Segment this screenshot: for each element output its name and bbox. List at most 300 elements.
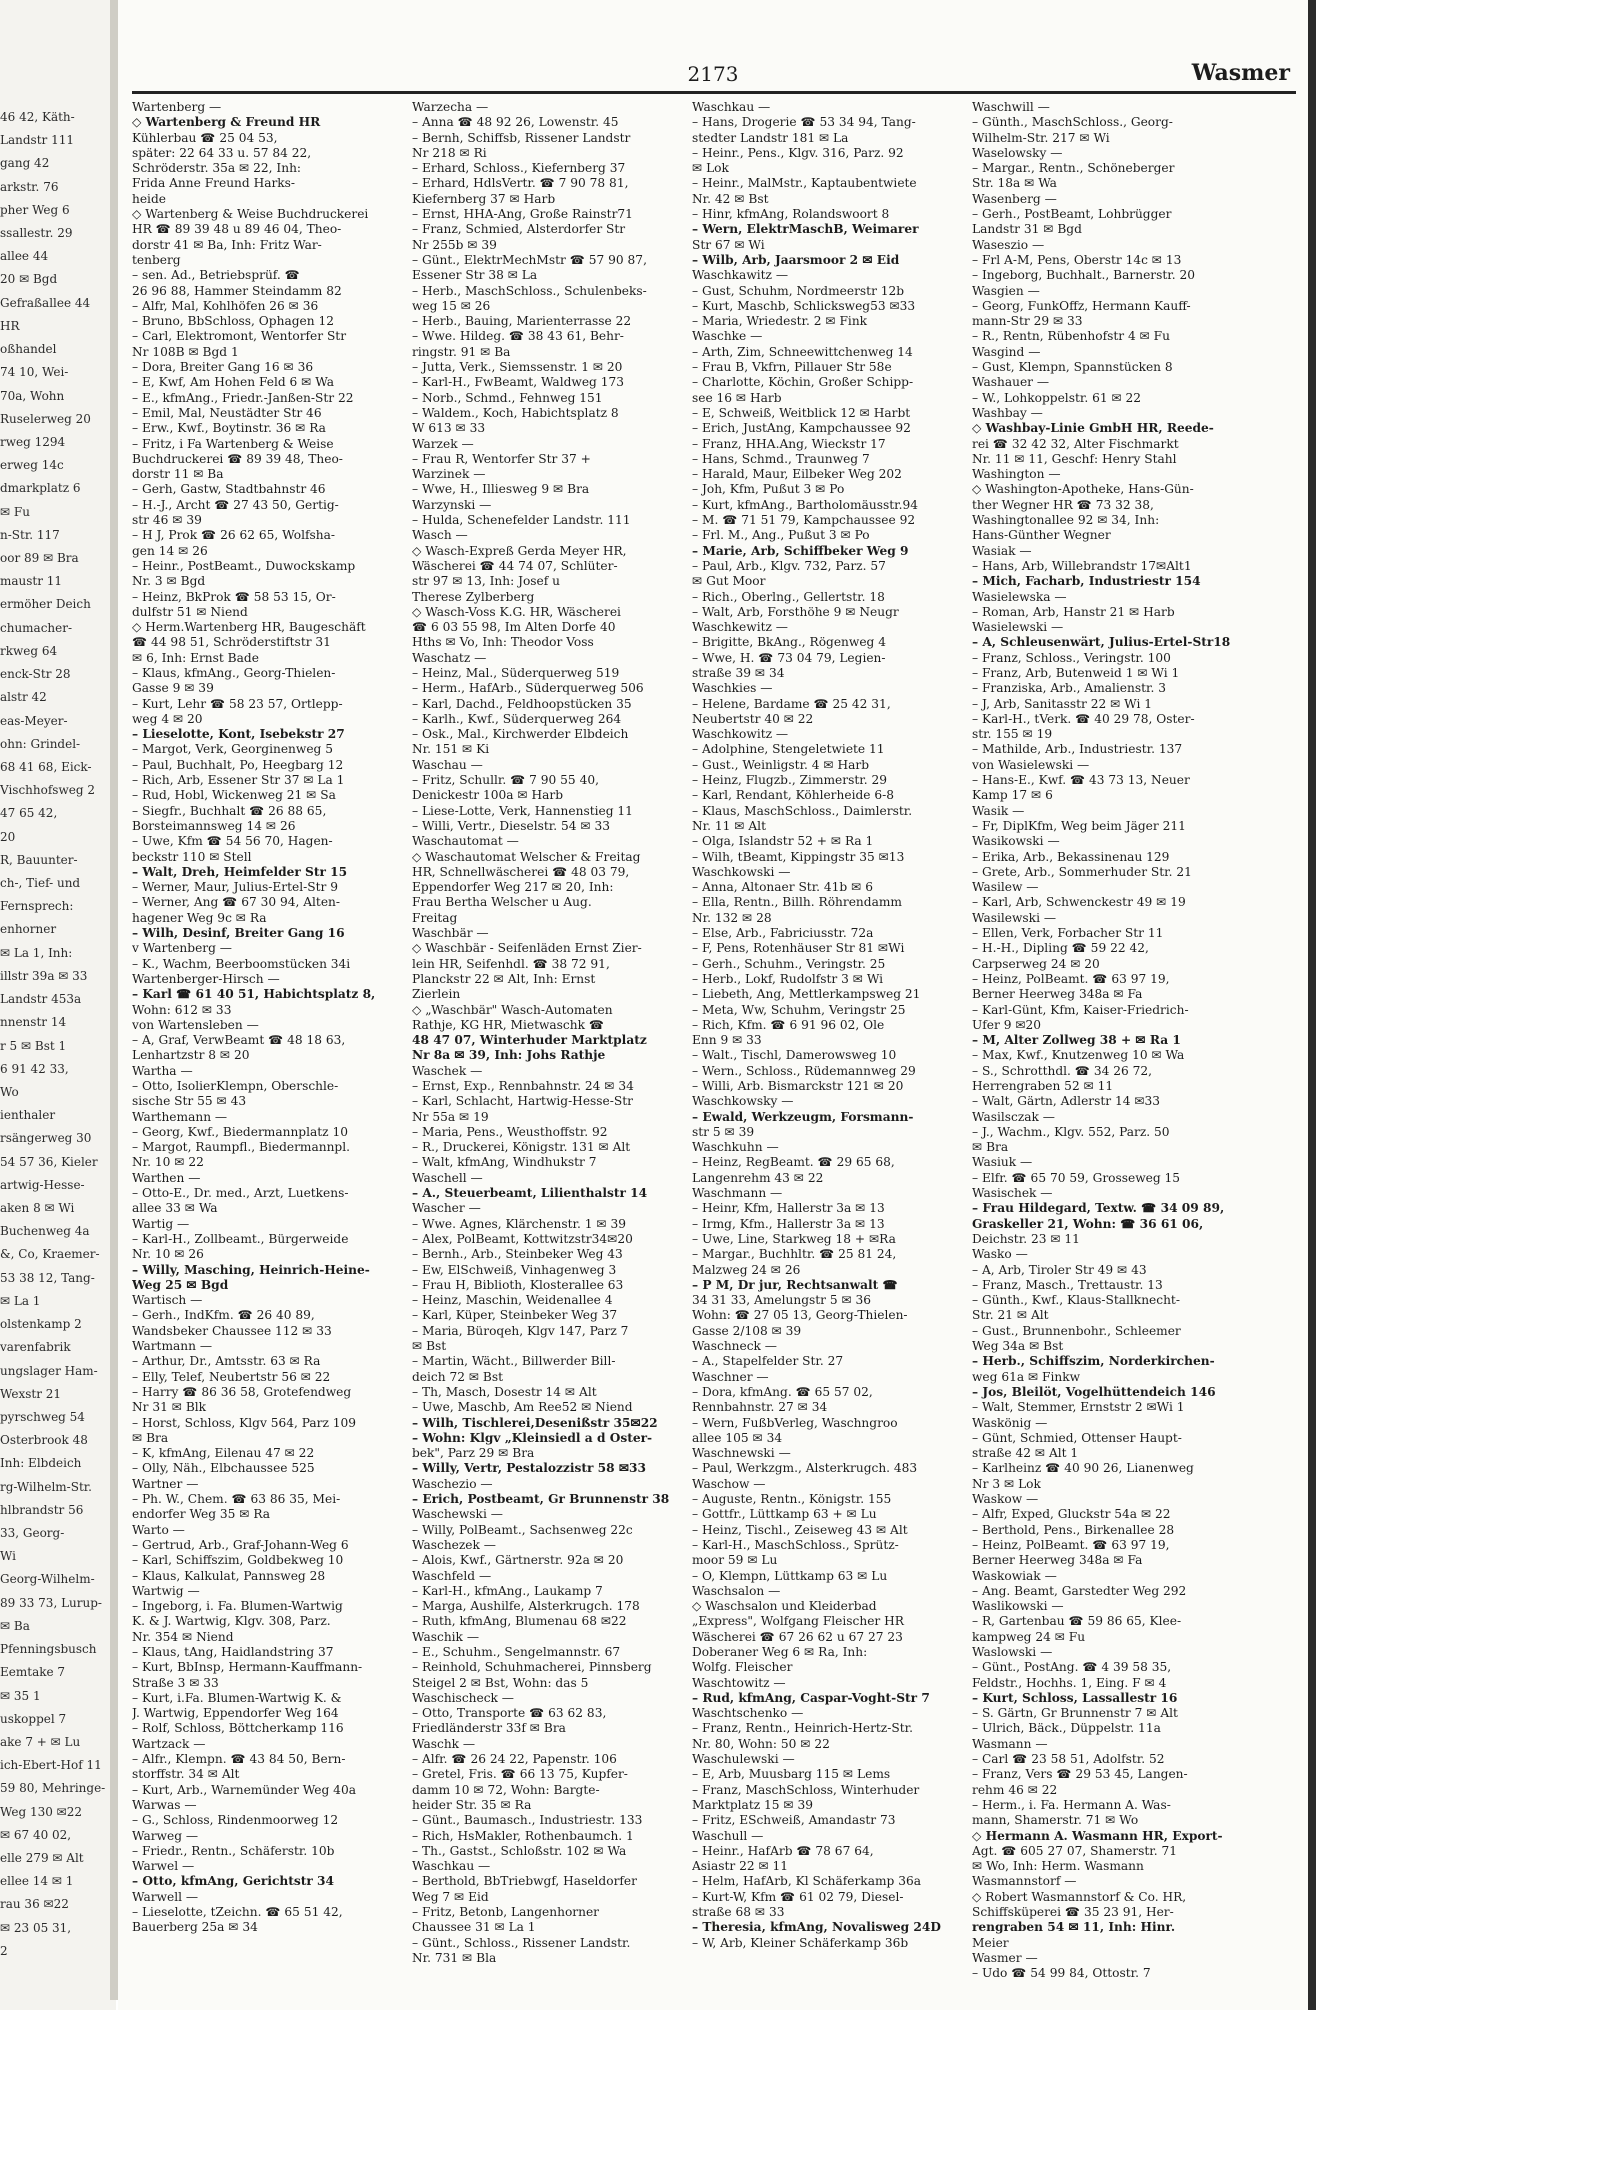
- directory-entry-line: Waschkowitz —: [692, 727, 789, 742]
- directory-entry-line: – E., Schuhm., Sengelmannstr. 67: [412, 1644, 621, 1659]
- directory-entry-line: – Reinhold, Schuhmacherei, Pinnsberg: [412, 1660, 652, 1675]
- directory-entry-line: – Bruno, BbSchloss, Ophagen 12: [132, 314, 334, 329]
- directory-entry-line: – M, Alter Zollweg 38 + ✉ Ra 1: [972, 1033, 1181, 1048]
- directory-entry-line: – Alex, PolBeamt, Kottwitzstr34✉20: [412, 1231, 633, 1246]
- directory-entry-line: Wohn: 612 ✉ 33: [132, 1002, 232, 1017]
- directory-entry-line: Waschbär —: [412, 926, 489, 941]
- directory-entry-line: mann, Shamerstr. 71 ✉ Wo: [972, 1813, 1139, 1828]
- directory-entry-line: dulfstr 51 ✉ Niend: [132, 604, 248, 619]
- directory-entry-line: – Franz, Rentn., Heinrich-Hertz-Str.: [692, 1721, 913, 1736]
- directory-entry-line: Wasko —: [972, 1247, 1028, 1262]
- directory-entry-line: – Walt, Dreh, Heimfelder Str 15: [132, 864, 348, 879]
- directory-entry-line: – Adolphine, Stengeletwiete 11: [692, 742, 885, 757]
- facing-page-fragment: enck-Str 28: [0, 667, 71, 682]
- directory-entry-line: – Berthold, Pens., Birkenallee 28: [972, 1522, 1175, 1537]
- directory-entry-line: Nr. 11 ✉ Alt: [692, 818, 766, 833]
- directory-entry-line: – Frau Hildegard, Textw. ☎ 34 09 89,: [972, 1201, 1225, 1216]
- directory-entry-line: – Walt, Arb, Forsthöhe 9 ✉ Neugr: [692, 604, 899, 619]
- directory-entry-line: – Herb., Schiffszim, Norderkirchen-: [972, 1354, 1215, 1369]
- directory-entry-line: Waschell —: [412, 1170, 483, 1185]
- directory-entry-line: ◇ „Waschbär" Wasch-Automaten: [412, 1002, 613, 1017]
- directory-entry-line: weg 61a ✉ Finkw: [972, 1369, 1081, 1384]
- directory-entry-line: – Bernh., Arb., Steinbeker Weg 43: [412, 1247, 623, 1262]
- facing-page-fragment: ✉ 23 05 31,: [0, 1920, 72, 1935]
- directory-entry-line: – Wwe, H. ☎ 73 04 79, Legien-: [692, 650, 886, 665]
- directory-entry-line: J. Wartwig, Eppendorfer Weg 164: [132, 1706, 339, 1721]
- directory-entry-line: Warthemann —: [132, 1109, 228, 1124]
- directory-entry-line: Nr. 80, Wohn: 50 ✉ 22: [692, 1736, 830, 1751]
- directory-entry-line: beckstr 110 ✉ Stell: [132, 849, 252, 864]
- directory-entry-line: Wasch —: [412, 528, 468, 543]
- directory-entry-line: Warwas —: [132, 1797, 197, 1812]
- directory-entry-line: – Rud, kfmAng, Caspar-Voght-Str 7: [692, 1690, 930, 1705]
- directory-entry-line: – Gerh, Gastw, Stadtbahnstr 46: [132, 482, 326, 497]
- directory-entry-line: Steigel 2 ✉ Bst, Wohn: das 5: [412, 1675, 589, 1690]
- directory-entry-line: – Rich, Arb, Essener Str 37 ✉ La 1: [132, 773, 345, 788]
- facing-page-fragment: 74 10, Wei-: [0, 365, 69, 380]
- header-rule: [132, 91, 1296, 94]
- directory-entry-line: Wasik —: [972, 803, 1025, 818]
- directory-entry-line: ◇ Wartenberg & Weise Buchdruckerei: [132, 207, 369, 222]
- directory-entry-line: – Carl ☎ 23 58 51, Adolfstr. 52: [972, 1752, 1165, 1767]
- directory-entry-line: Bauerberg 25a ✉ 34: [132, 1920, 258, 1935]
- directory-entry-line: – H.-H., Dipling ☎ 59 22 42,: [972, 941, 1149, 956]
- directory-column-3: [692, 100, 966, 1995]
- directory-entry-line: – Lieselotte, tZeichn. ☎ 65 51 42,: [132, 1905, 343, 1920]
- directory-entry-line: – Karl, Rendant, Köhlerheide 6-8: [692, 788, 894, 803]
- facing-page-fragment: ssallestr. 29: [0, 226, 73, 241]
- directory-entry-line: – Rolf, Schloss, Böttcherkamp 116: [132, 1721, 344, 1736]
- directory-entry-line: – H.-J., Archt ☎ 27 43 50, Gertig-: [132, 497, 339, 512]
- directory-entry-line: Nr 218 ✉ Ri: [412, 145, 487, 160]
- facing-page-fragment: Wexstr 21: [0, 1386, 62, 1401]
- directory-entry-line: – Kurt, Arb., Warnemünder Weg 40a: [132, 1782, 356, 1797]
- directory-entry-line: – Wern., Schloss., Rüdemannweg 29: [692, 1063, 916, 1078]
- directory-entry-line: – Wilh, Desinf, Breiter Gang 16: [132, 926, 345, 941]
- directory-entry-line: – Franz, Arb, Butenweid 1 ✉ Wi 1: [972, 665, 1180, 680]
- directory-entry-line: Waschner —: [692, 1369, 769, 1384]
- directory-entry-line: Wohn: ☎ 27 05 13, Georg-Thielen-: [692, 1308, 908, 1323]
- directory-entry-line: Wolfg. Fleischer: [692, 1660, 793, 1675]
- directory-entry-line: Borsteimannsweg 14 ✉ 26: [132, 818, 296, 833]
- directory-entry-line: ✉ Wo, Inh: Herm. Wasmann: [972, 1859, 1144, 1874]
- directory-entry-line: see 16 ✉ Harb: [692, 390, 782, 405]
- facing-page-fragment: ienthaler: [0, 1108, 56, 1123]
- directory-entry-line: – F, Pens, Rotenhäuser Str 81 ✉Wi: [692, 941, 905, 956]
- directory-entry-line: – Irmg, Kfm., Hallerstr 3a ✉ 13: [692, 1216, 885, 1231]
- facing-page-fragment: r 5 ✉ Bst 1: [0, 1038, 67, 1053]
- directory-entry-line: – Friedr., Rentn., Schäferstr. 10b: [132, 1843, 335, 1858]
- directory-entry-line: Wasenberg —: [972, 191, 1057, 206]
- directory-entry-line: Waschow —: [692, 1476, 766, 1491]
- directory-entry-line: – Klaus, Kalkulat, Pannsweg 28: [132, 1568, 326, 1583]
- directory-entry-line: Friedländerstr 33f ✉ Bra: [412, 1721, 566, 1736]
- directory-entry-line: – Karl-Günt, Kfm, Kaiser-Friedrich-: [972, 1002, 1189, 1017]
- directory-entry-line: – Heinr., HafArb ☎ 78 67 64,: [692, 1843, 874, 1858]
- directory-entry-line: – Alfr. ☎ 26 24 22, Papenstr. 106: [412, 1752, 617, 1767]
- directory-entry-line: – Hans, Arb, Willebrandstr 17✉Alt1: [972, 558, 1192, 573]
- directory-entry-line: – H J, Prok ☎ 26 62 65, Wolfsha-: [132, 528, 336, 543]
- facing-page-fragment: illstr 39a ✉ 33: [0, 968, 88, 983]
- directory-entry-line: – J., Wachm., Klgv. 552, Parz. 50: [972, 1124, 1170, 1139]
- directory-entry-line: – Otto, Transporte ☎ 63 62 83,: [412, 1706, 607, 1721]
- directory-entry-line: ◇ Waschbär - Seifenläden Ernst Zier-: [412, 941, 642, 956]
- directory-entry-line: – E., kfmAng., Friedr.-Janßen-Str 22: [132, 390, 354, 405]
- facing-page-fragment: ungslager Ham-: [0, 1363, 98, 1378]
- directory-entry-line: – Waldem., Koch, Habichtsplatz 8: [412, 405, 619, 420]
- directory-entry-line: Waschkau —: [692, 100, 771, 114]
- directory-entry-line: Planckstr 22 ✉ Alt, Inh: Ernst: [412, 971, 596, 986]
- directory-entry-line: Wandsbeker Chaussee 112 ✉ 33: [132, 1323, 332, 1338]
- directory-entry-line: – Norb., Schmd., Fehnweg 151: [412, 390, 603, 405]
- directory-entry-line: Schiffsküperei ☎ 35 23 91, Her-: [972, 1905, 1174, 1920]
- directory-entry-line: Wasielewski —: [972, 620, 1064, 635]
- directory-entry-line: straße 68 ✉ 33: [692, 1905, 785, 1920]
- facing-page-fragment: dmarkplatz 6: [0, 481, 81, 496]
- directory-entry-line: – Jutta, Verk., Siemssenstr. 1 ✉ 20: [412, 360, 623, 375]
- directory-entry-line: – Harald, Maur, Eilbeker Weg 202: [692, 467, 902, 482]
- directory-entry-line: – Erich, Postbeamt, Gr Brunnenstr 38: [412, 1492, 670, 1507]
- directory-entry-line: – Gottfr., Lüttkamp 63 + ✉ Lu: [692, 1507, 877, 1522]
- directory-entry-line: Str 67 ✉ Wi: [692, 237, 765, 252]
- directory-entry-line: – Hulda, Schenefelder Landstr. 111: [412, 513, 631, 528]
- directory-entry-line: – Heinz, Tischl., Zeiseweg 43 ✉ Alt: [692, 1522, 908, 1537]
- directory-entry-line: Deichstr. 23 ✉ 11: [972, 1231, 1080, 1246]
- directory-entry-line: Nr. 11 ✉ 11, Geschf: Henry Stahl: [972, 451, 1177, 466]
- directory-entry-line: Hans-Günther Wegner: [972, 528, 1111, 543]
- directory-entry-line: Feldstr., Hochhs. 1, Eing. F ✉ 4: [972, 1675, 1167, 1690]
- directory-entry-line: – Heinz, BkProk ☎ 58 53 15, Or-: [132, 589, 336, 604]
- directory-entry-line: ✉ Bst: [412, 1339, 447, 1354]
- directory-entry-line: moor 59 ✉ Lu: [692, 1553, 778, 1568]
- directory-entry-line: Wasilsczak —: [972, 1109, 1055, 1124]
- directory-entry-line: Herrengraben 52 ✉ 11: [972, 1079, 1114, 1093]
- facing-page-fragment: R, Bauunter-: [0, 852, 78, 867]
- directory-entry-line: – Karl-H., tVerk. ☎ 40 29 78, Oster-: [972, 711, 1195, 726]
- directory-entry-line: ✉ Bra: [132, 1430, 169, 1445]
- directory-entry-line: Waschke —: [692, 329, 763, 344]
- directory-entry-line: v Wartenberg —: [132, 941, 232, 956]
- directory-entry-line: – W, Arb, Kleiner Schäferkamp 36b: [692, 1935, 909, 1950]
- directory-entry-line: Warwell —: [132, 1889, 199, 1904]
- directory-entry-line: – Gerh., IndKfm. ☎ 26 40 89,: [132, 1308, 315, 1323]
- directory-entry-line: Waschulewski —: [692, 1752, 795, 1767]
- directory-entry-line: – Walt, Stemmer, Ernststr 2 ✉Wi 1: [972, 1400, 1185, 1415]
- directory-entry-line: – Frau R, Wentorfer Str 37 +: [412, 451, 591, 466]
- directory-entry-line: – Ingeborg, Buchhalt., Barnerstr. 20: [972, 268, 1196, 283]
- directory-entry-line: – Otto, IsolierKlempn, Oberschle-: [132, 1079, 339, 1093]
- directory-entry-line: – Lieselotte, Kont, Isebekstr 27: [132, 727, 345, 742]
- directory-entry-line: endorfer Weg 35 ✉ Ra: [132, 1507, 271, 1522]
- directory-entry-line: Wasiak —: [972, 543, 1032, 558]
- directory-entry-line: Wartmann —: [132, 1339, 213, 1354]
- directory-entry-line: Wäscherei ☎ 44 74 07, Schlüter-: [412, 558, 618, 573]
- directory-entry-line: – O, Klempn, Lüttkamp 63 ✉ Lu: [692, 1568, 888, 1583]
- directory-entry-line: – Auguste, Rentn., Königstr. 155: [692, 1492, 892, 1507]
- directory-entry-line: – Georg, Kwf., Biedermannplatz 10: [132, 1124, 348, 1139]
- directory-entry-line: – Alfr., Klempn. ☎ 43 84 50, Bern-: [132, 1752, 346, 1767]
- facing-page-fragment: 68 41 68, Eick-: [0, 759, 92, 774]
- directory-entry-line: ◇ Robert Wasmannstorf & Co. HR,: [972, 1889, 1187, 1904]
- directory-column-2: [412, 100, 686, 1995]
- facing-page-fragment: maustr 11: [0, 574, 63, 589]
- directory-entry-line: – Heinr., PostBeamt., Duwockskamp: [132, 558, 356, 573]
- facing-page-fragment: Fernsprech:: [0, 899, 74, 914]
- directory-entry-line: Nr. 42 ✉ Bst: [692, 191, 769, 206]
- directory-entry-line: str. 155 ✉ 19: [972, 727, 1053, 742]
- directory-entry-line: deich 72 ✉ Bst: [412, 1369, 504, 1384]
- directory-entry-line: – K, kfmAng, Eilenau 47 ✉ 22: [132, 1446, 315, 1461]
- directory-entry-line: von Wartensleben —: [132, 1017, 259, 1032]
- directory-entry-line: Waschnewski —: [692, 1446, 791, 1461]
- directory-entry-line: – Walt, kfmAng, Windhukstr 7: [412, 1155, 597, 1170]
- directory-entry-line: ◇ Washbay-Linie GmbH HR, Reede-: [972, 421, 1214, 436]
- directory-entry-line: – Franziska, Arb., Amalienstr. 3: [972, 681, 1167, 696]
- directory-entry-line: – Jos, Bleilöt, Vogelhüttendeich 146: [972, 1384, 1216, 1399]
- facing-page-fragment: 53 38 12, Tang-: [0, 1270, 95, 1285]
- directory-entry-line: – Hans, Drogerie ☎ 53 34 94, Tang-: [692, 115, 916, 130]
- directory-entry-line: Therese Zylberberg: [412, 589, 535, 604]
- directory-entry-line: – Brigitte, BkAng., Rögenweg 4: [692, 635, 886, 650]
- directory-entry-line: Nr. 10 ✉ 22: [132, 1155, 204, 1170]
- facing-page-fragment: oßhandel: [0, 342, 57, 357]
- facing-page-fragment: Pfenningsbusch: [0, 1642, 97, 1657]
- directory-entry-line: Straße 3 ✉ 33: [132, 1675, 219, 1690]
- directory-entry-line: – Meta, Ww, Schuhm, Veringstr 25: [692, 1002, 906, 1017]
- directory-entry-line: – sen. Ad., Betriebsprüf. ☎: [132, 268, 300, 283]
- directory-entry-line: ☎ 44 98 51, Schröderstiftstr 31: [132, 635, 331, 650]
- directory-entry-line: – Kurt, Maschb, Schlicksweg53 ✉33: [692, 298, 916, 313]
- directory-entry-line: Doberaner Weg 6 ✉ Ra, Inh:: [692, 1644, 868, 1659]
- directory-entry-line: Wartzack —: [132, 1736, 206, 1751]
- directory-entry-line: – Karl ☎ 61 40 51, Habichtsplatz 8,: [132, 987, 376, 1002]
- directory-entry-line: – Wern, ElektrMaschB, Weimarer: [692, 222, 919, 237]
- directory-entry-line: – Gerh., Schuhm., Veringstr. 25: [692, 956, 886, 971]
- directory-entry-line: – Heinz, PolBeamt. ☎ 63 97 19,: [972, 1537, 1170, 1552]
- directory-entry-line: – E, Arb, Muusbarg 115 ✉ Lems: [692, 1767, 891, 1782]
- directory-entry-line: – Heinz, PolBeamt. ☎ 63 97 19,: [972, 971, 1170, 986]
- directory-entry-line: Waskönig —: [972, 1415, 1048, 1430]
- directory-entry-line: Wasgien —: [972, 283, 1040, 298]
- directory-entry-line: Weg 34a ✉ Bst: [972, 1339, 1064, 1354]
- directory-entry-line: Eppendorfer Weg 217 ✉ 20, Inh:: [412, 880, 614, 895]
- directory-entry-line: Asiastr 22 ✉ 11: [692, 1859, 789, 1874]
- directory-entry-line: ◇ Hermann A. Wasmann HR, Export-: [972, 1828, 1223, 1843]
- facing-page-fragment: 70a, Wohn: [0, 388, 65, 403]
- directory-entry-line: Waschek —: [412, 1063, 483, 1078]
- directory-entry-line: – Emil, Mal, Neustädter Str 46: [132, 405, 322, 420]
- directory-entry-line: – Wwe, H., Illiesweg 9 ✉ Bra: [412, 482, 590, 497]
- directory-entry-line: Chaussee 31 ✉ La 1: [412, 1920, 536, 1935]
- directory-entry-line: – Uwe, Line, Starkweg 18 + ✉Ra: [692, 1231, 896, 1246]
- directory-entry-line: ✉ Bra: [972, 1140, 1009, 1155]
- directory-entry-line: – Alfr, Mal, Kohlhöfen 26 ✉ 36: [132, 298, 319, 313]
- directory-entry-line: Landstr 31 ✉ Bgd: [972, 222, 1082, 237]
- directory-entry-line: – Klaus, MaschSchloss., Daimlerstr.: [692, 803, 913, 818]
- directory-entry-line: – Arthur, Dr., Amtsstr. 63 ✉ Ra: [132, 1354, 321, 1369]
- directory-entry-line: – Karlheinz ☎ 40 90 26, Lianenweg: [972, 1461, 1194, 1476]
- directory-entry-line: – Paul, Buchhalt, Po, Heegbarg 12: [132, 757, 344, 772]
- directory-page: [118, 0, 1308, 2010]
- directory-entry-line: Washingtonallee 92 ✉ 34, Inh:: [972, 513, 1160, 528]
- directory-entry-line: Wasmer —: [972, 1950, 1038, 1965]
- directory-entry-line: Str. 21 ✉ Alt: [972, 1308, 1049, 1323]
- directory-entry-line: Wascher —: [412, 1201, 481, 1216]
- directory-entry-line: rengraben 54 ✉ 11, Inh: Hinr.: [972, 1920, 1176, 1935]
- facing-page-fragment: elle 279 ✉ Alt: [0, 1851, 84, 1866]
- facing-page-fragment: ✉ Ba: [0, 1618, 30, 1633]
- directory-entry-line: – Dora, Breiter Gang 16 ✉ 36: [132, 360, 314, 375]
- directory-entry-line: – A., Stapelfelder Str. 27: [692, 1354, 844, 1369]
- directory-entry-line: – Wern, FußbVerleg, Waschngroo: [692, 1415, 898, 1430]
- directory-entry-line: Nr 31 ✉ Blk: [132, 1400, 207, 1415]
- directory-entry-line: – Wwe. Agnes, Klärchenstr. 1 ✉ 39: [412, 1216, 626, 1231]
- directory-entry-line: Wartwig —: [132, 1583, 200, 1598]
- directory-entry-line: „Express", Wolfgang Fleischer HR: [692, 1614, 904, 1629]
- running-head: Wasmer: [1191, 60, 1290, 86]
- directory-entry-line: – Wilb, Arb, Jaarsmoor 2 ✉ Eid: [692, 252, 900, 267]
- facing-page-fragment: rg-Wilhelm-Str.: [0, 1479, 92, 1494]
- directory-entry-line: ✉ Gut Moor: [692, 574, 766, 589]
- facing-page-fragment: erweg 14c: [0, 458, 64, 473]
- directory-entry-line: – Anna ☎ 48 92 26, Lowenstr. 45: [412, 115, 619, 130]
- directory-entry-line: Frau Bertha Welscher u Aug.: [412, 895, 592, 910]
- facing-page-fragment: ermöher Deich: [0, 597, 91, 612]
- directory-entry-line: – Th., Gastst., Schloßstr. 102 ✉ Wa: [412, 1843, 627, 1858]
- directory-entry-line: – Hans-E., Kwf. ☎ 43 73 13, Neuer: [972, 773, 1190, 788]
- directory-entry-line: – R., Rentn, Rübenhofstr 4 ✉ Fu: [972, 329, 1170, 344]
- directory-entry-line: K. & J. Wartwig, Klgv. 308, Parz.: [132, 1614, 331, 1629]
- directory-entry-line: Warto —: [132, 1522, 185, 1537]
- facing-page-fragment: Osterbrook 48: [0, 1433, 88, 1448]
- directory-entry-line: Waschezio —: [412, 1476, 493, 1491]
- directory-entry-line: – Harry ☎ 86 36 58, Grotefendweg: [132, 1384, 352, 1399]
- directory-entry-line: stedter Landstr 181 ✉ La: [692, 130, 849, 145]
- directory-entry-line: – Frl. M., Ang., Pußut 3 ✉ Po: [692, 528, 870, 543]
- facing-page-fragment: Weg 130 ✉22: [0, 1804, 82, 1819]
- facing-page-fragment: ohn: Grindel-: [0, 736, 81, 751]
- directory-entry-line: später: 22 64 33 u. 57 84 22,: [132, 145, 312, 160]
- directory-entry-line: Waschkies —: [692, 681, 773, 696]
- directory-entry-line: – Frau H, Biblioth, Klosterallee 63: [412, 1277, 624, 1292]
- directory-entry-line: – Margar., Rentn., Schöneberger: [972, 161, 1175, 176]
- directory-entry-line: Weg 25 ✉ Bgd: [132, 1277, 229, 1292]
- directory-entry-line: Wasmann —: [972, 1736, 1048, 1751]
- directory-entry-line: – Erich, JustAng, Kampchaussee 92: [692, 421, 911, 436]
- directory-entry-line: – E, Schweiß, Weitblick 12 ✉ Harbt: [692, 405, 911, 420]
- directory-entry-line: – Günt., ElektrMechMstr ☎ 57 90 87,: [412, 252, 647, 267]
- directory-entry-line: Waschsalon —: [692, 1583, 781, 1598]
- directory-entry-line: – R, Gartenbau ☎ 59 86 65, Klee-: [972, 1614, 1182, 1629]
- directory-entry-line: Berner Heerweg 348a ✉ Fa: [972, 1553, 1143, 1568]
- directory-entry-line: – Siegfr., Buchhalt ☎ 26 88 65,: [132, 803, 327, 818]
- directory-entry-line: Waschkawitz —: [692, 268, 789, 283]
- directory-entry-line: – Gerh., PostBeamt, Lohbrügger: [972, 207, 1172, 222]
- directory-entry-line: – Gertrud, Arb., Graf-Johann-Weg 6: [132, 1537, 349, 1552]
- directory-entry-line: – Maria, Büroqeh, Klgv 147, Parz 7: [412, 1323, 629, 1338]
- directory-entry-line: – Rich, Kfm. ☎ 6 91 96 02, Ole: [692, 1017, 885, 1032]
- directory-entry-line: rei ☎ 32 42 32, Alter Fischmarkt: [972, 436, 1179, 451]
- directory-entry-line: ✉ Lok: [692, 161, 729, 176]
- directory-entry-line: Wasgind —: [972, 344, 1041, 359]
- directory-entry-line: Waslowski —: [972, 1644, 1053, 1659]
- directory-entry-line: ◇ Wartenberg & Freund HR: [132, 115, 321, 130]
- facing-page-fragment: &, Co, Kraemer-: [0, 1247, 100, 1262]
- directory-entry-line: – Ewald, Werkzeugm, Forsmann-: [692, 1109, 914, 1124]
- facing-page-fragment: ✉ Fu: [0, 504, 30, 519]
- facing-page-fragment: 46 42, Käth-: [0, 110, 75, 124]
- directory-entry-line: – Franz, Schmied, Alsterdorfer Str: [412, 222, 626, 237]
- directory-entry-line: – Liese-Lotte, Verk, Hannenstieg 11: [412, 803, 633, 818]
- directory-entry-line: – Wilh, Tischlerei,Desenißstr 35✉22: [412, 1415, 658, 1430]
- directory-entry-line: – Ella, Rentn., Billh. Röhrendamm: [692, 895, 902, 910]
- directory-entry-line: Wasikowski —: [972, 834, 1060, 849]
- directory-entry-line: Waschau —: [412, 757, 483, 772]
- directory-entry-line: – Heinz, Mal., Süderquerweg 519: [412, 665, 620, 680]
- directory-entry-line: Nr. 354 ✉ Niend: [132, 1629, 234, 1644]
- directory-entry-line: Waschkewitz —: [692, 620, 788, 635]
- directory-entry-line: – Karl-H., Zollbeamt., Bürgerweide: [132, 1231, 349, 1246]
- directory-entry-line: – Franz, Schloss., Veringstr. 100: [972, 650, 1171, 665]
- facing-page-fragment: 54 57 36, Kieler: [0, 1154, 98, 1169]
- directory-entry-line: Waschull —: [692, 1828, 764, 1843]
- directory-entry-line: Nr 55a ✉ 19: [412, 1109, 489, 1124]
- directory-entry-line: Waschkowski —: [692, 864, 791, 879]
- directory-entry-line: – Marie, Arb, Schiffbeker Weg 9: [692, 543, 909, 558]
- directory-entry-line: – S., Schrotthdl. ☎ 34 26 72,: [972, 1063, 1152, 1078]
- directory-entry-line: Zierlein: [412, 987, 461, 1002]
- directory-entry-line: – Karl, Schlacht, Hartwig-Hesse-Str: [412, 1094, 633, 1109]
- directory-entry-line: Warwel —: [132, 1859, 195, 1874]
- directory-entry-line: – Günt., Schloss., Rissener Landstr.: [412, 1935, 631, 1950]
- facing-page-fragment: n-Str. 117: [0, 527, 60, 542]
- directory-entry-line: – Paul, Arb., Klgv. 732, Parz. 57: [692, 558, 886, 573]
- directory-entry-line: – Heinz, Flugzb., Zimmerstr. 29: [692, 773, 887, 788]
- facing-page-fragment: artwig-Hesse-: [0, 1177, 85, 1192]
- directory-entry-line: Warthen —: [132, 1170, 201, 1185]
- facing-page-fragment: Inh: Elbdeich: [0, 1456, 82, 1471]
- directory-entry-line: Waslikowski —: [972, 1599, 1064, 1614]
- facing-page-fragment: HR: [0, 318, 20, 333]
- directory-entry-line: ther Wegner HR ☎ 73 32 38,: [972, 497, 1154, 512]
- directory-entry-line: Graskeller 21, Wohn: ☎ 36 61 06,: [972, 1216, 1204, 1231]
- directory-entry-line: – Heinr., Pens., Klgv. 316, Parz. 92: [692, 145, 904, 160]
- directory-entry-line: Kiefernberg 37 ✉ Harb: [412, 191, 556, 206]
- directory-entry-line: Weg 7 ✉ Eid: [412, 1889, 489, 1904]
- directory-entry-line: Waschik —: [412, 1629, 480, 1644]
- facing-page-fragment: ✉ 35 1: [0, 1688, 41, 1703]
- directory-entry-line: Wilhelm-Str. 217 ✉ Wi: [972, 130, 1110, 145]
- directory-entry-line: – Ernst, Exp., Rennbahnstr. 24 ✉ 34: [412, 1079, 634, 1093]
- directory-entry-line: – Walt, Gärtn, Adlerstr 14 ✉33: [972, 1094, 1161, 1109]
- facing-page-fragment: ellee 14 ✉ 1: [0, 1874, 74, 1889]
- directory-entry-line: – Max, Kwf., Knutzenweg 10 ✉ Wa: [972, 1048, 1185, 1063]
- facing-page-fragment: rsängerweg 30: [0, 1131, 92, 1146]
- directory-entry-line: – Margot, Verk, Georginenweg 5: [132, 742, 333, 757]
- directory-entry-line: – Erika, Arb., Bekassinenau 129: [972, 849, 1170, 864]
- directory-entry-line: Hths ✉ Vo, Inh: Theodor Voss: [412, 635, 594, 650]
- directory-entry-line: Wartha —: [132, 1063, 193, 1078]
- directory-entry-line: str 5 ✉ 39: [692, 1124, 755, 1139]
- directory-entry-line: – Theresia, kfmAng, Novalisweg 24D: [692, 1920, 941, 1935]
- directory-entry-line: – Gretel, Fris. ☎ 66 13 75, Kupfer-: [412, 1767, 628, 1782]
- facing-page-fragment: 89 33 73, Lurup-: [0, 1595, 102, 1610]
- directory-entry-line: – Margar., Buchhltr. ☎ 25 81 24,: [692, 1247, 897, 1262]
- directory-entry-line: – A, Graf, VerwBeamt ☎ 48 18 63,: [132, 1033, 346, 1048]
- directory-entry-line: – Margot, Raumpfl., Biedermannpl.: [132, 1140, 351, 1155]
- facing-page-fragment: Ruselerweg 20: [0, 411, 91, 426]
- directory-entry-line: – Fritz, Schullr. ☎ 7 90 55 40,: [412, 773, 599, 788]
